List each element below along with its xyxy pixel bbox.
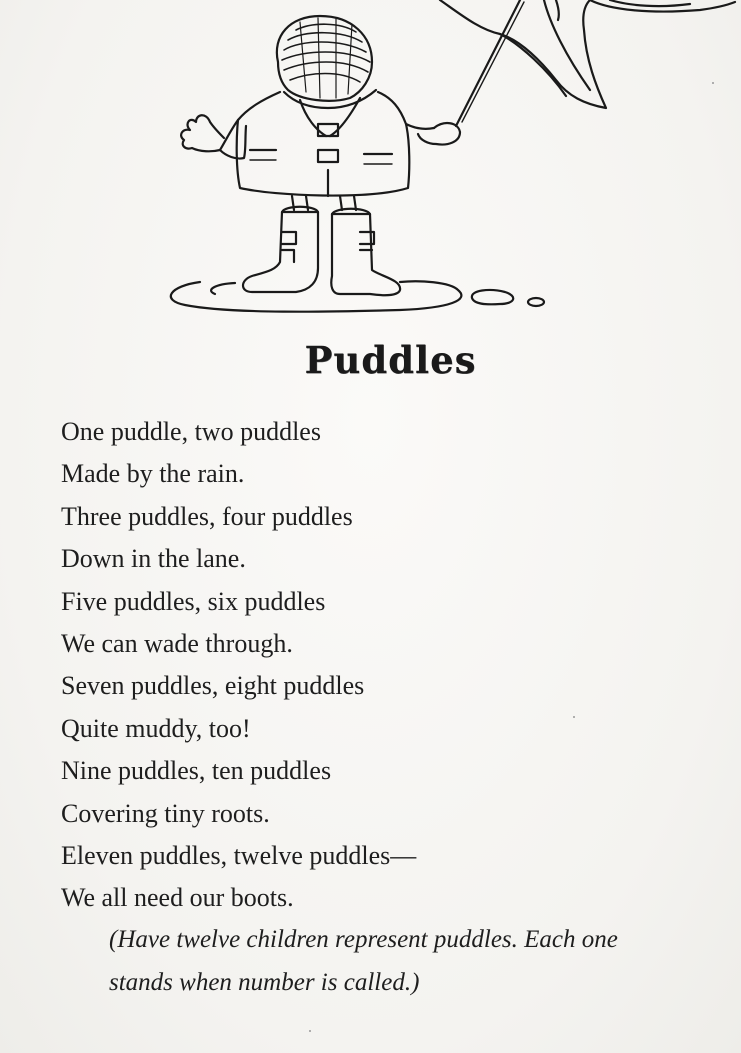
boots-icon bbox=[243, 196, 400, 295]
child-figure-icon bbox=[181, 90, 460, 196]
activity-instruction bbox=[109, 918, 729, 1004]
poem-line: One puddle, two puddles bbox=[61, 417, 321, 446]
paper-speck bbox=[309, 1030, 311, 1032]
poem-line: Eleven puddles, twelve puddles— bbox=[61, 840, 417, 870]
poem-line: We all need our boots. bbox=[61, 883, 294, 913]
poem-line: Down in the lane. bbox=[61, 544, 246, 574]
poem-line: Nine puddles, ten puddles bbox=[61, 756, 332, 786]
puddle-icon bbox=[171, 281, 544, 311]
poem-line: We can wade through. bbox=[61, 628, 293, 658]
umbrella-icon bbox=[440, 0, 735, 126]
poem-line: Quite muddy, too! bbox=[61, 713, 251, 743]
instruction-line-1: (Have twelve children represent puddles. Each one bbox=[109, 926, 618, 953]
poem-line: Three puddles, four puddles bbox=[61, 501, 353, 531]
poem-line: Made by the rain. bbox=[61, 459, 245, 489]
head-icon bbox=[277, 16, 372, 101]
poem-line: Five puddles, six puddles bbox=[61, 586, 326, 616]
poem-line: Seven puddles, eight puddles bbox=[61, 671, 365, 701]
paper-speck bbox=[712, 82, 714, 84]
poem-body bbox=[61, 411, 701, 920]
paper-speck bbox=[573, 716, 575, 718]
child-with-umbrella-illustration bbox=[150, 0, 741, 320]
poem-title: Puddles bbox=[304, 338, 477, 382]
poem-line: Covering tiny roots. bbox=[61, 798, 270, 828]
instruction-line-2: stands when number is called.) bbox=[109, 969, 420, 996]
